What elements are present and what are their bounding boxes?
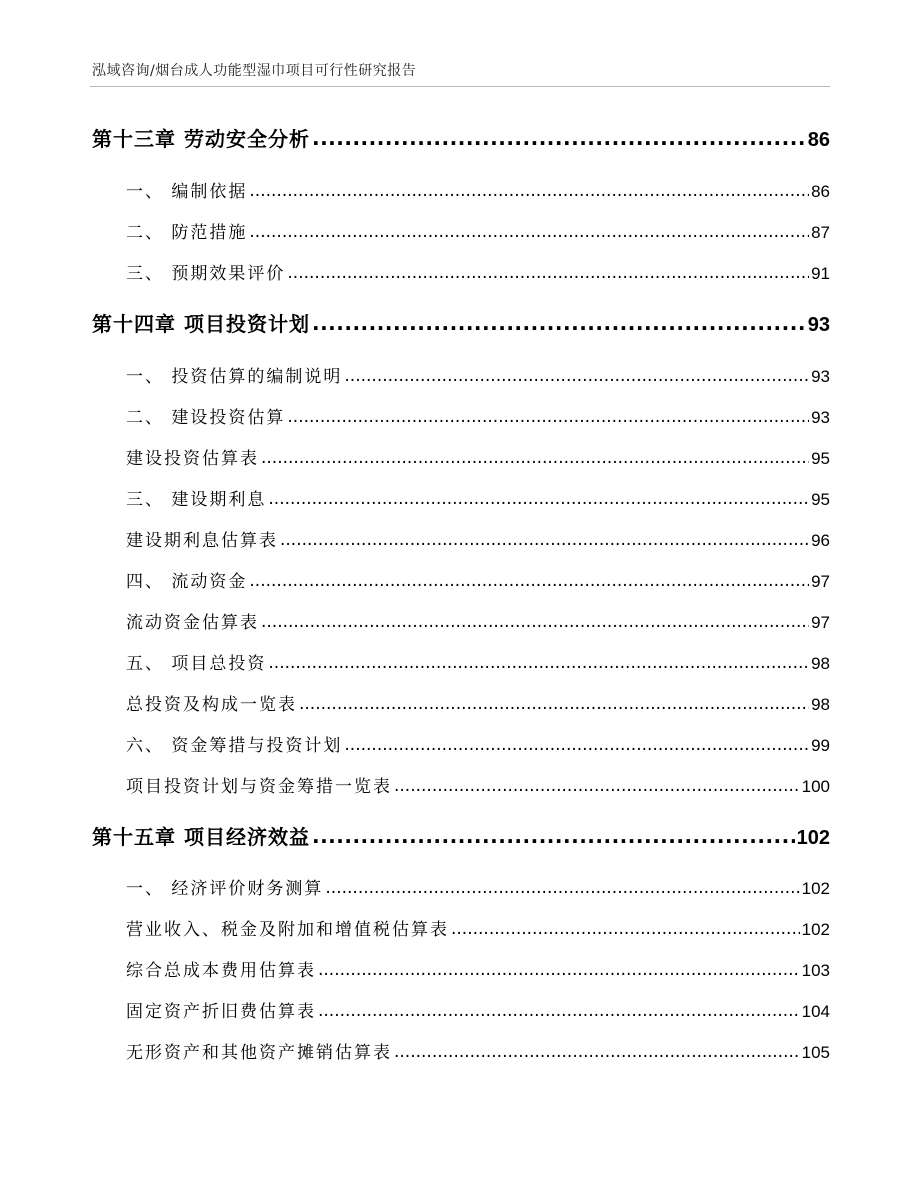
toc-dot-leader	[394, 776, 800, 796]
toc-page-number: 100	[801, 777, 830, 796]
toc-entry-label: 项目投资计划与资金筹措一览表	[126, 777, 392, 797]
toc-page-number: 103	[801, 961, 830, 980]
toc-page-number: 97	[811, 613, 830, 632]
toc-dot-leader	[312, 126, 806, 150]
toc-page-number: 95	[811, 490, 830, 509]
toc-page-number: 102	[801, 920, 830, 939]
toc-dot-leader	[451, 919, 800, 939]
toc-dot-leader	[249, 571, 809, 591]
toc-dot-leader	[287, 263, 809, 283]
toc-dot-leader	[268, 489, 809, 509]
toc-page-number: 96	[811, 531, 830, 550]
toc-entry-label: 综合总成本费用估算表	[126, 961, 316, 981]
toc-section-14-2[interactable]	[126, 403, 830, 428]
toc-dot-leader	[249, 181, 809, 201]
toc-page-number: 86	[811, 182, 830, 201]
toc-entry-label: 一、 投资估算的编制说明	[126, 367, 343, 387]
toc-chapter-13[interactable]	[92, 123, 830, 152]
toc-table-construction-investment[interactable]	[126, 444, 830, 469]
toc-dot-leader	[249, 222, 809, 242]
toc-entry-label: 流动资金估算表	[126, 613, 259, 633]
toc-dot-leader	[261, 448, 809, 468]
toc-dot-leader	[261, 612, 809, 632]
toc-entry-label: 建设期利息估算表	[126, 531, 278, 551]
toc-page-number: 93	[807, 314, 830, 336]
toc-chapter-15[interactable]	[92, 821, 830, 850]
toc-entry-label: 无形资产和其他资产摊销估算表	[126, 1043, 392, 1063]
toc-dot-leader	[287, 407, 809, 427]
toc-section-14-6[interactable]	[126, 731, 830, 756]
toc-entry-label: 四、 流动资金	[126, 572, 248, 592]
toc-section-14-4[interactable]	[126, 567, 830, 592]
toc-entry-label: 一、 经济评价财务测算	[126, 879, 324, 899]
toc-page-number: 105	[801, 1043, 830, 1062]
toc-chapter-14[interactable]	[92, 308, 830, 337]
toc-entry-label: 建设投资估算表	[126, 449, 259, 469]
toc-dot-leader	[318, 960, 800, 980]
toc-entry-label: 第十四章 项目投资计划	[92, 312, 310, 336]
toc-table-construction-interest[interactable]	[126, 526, 830, 551]
toc-entry-label: 一、 编制依据	[126, 182, 248, 202]
toc-page-number: 102	[801, 879, 830, 898]
toc-table-revenue-tax[interactable]	[126, 915, 830, 940]
toc-dot-leader	[344, 366, 809, 386]
toc-page-number: 102	[796, 827, 830, 849]
toc-entry-label: 固定资产折旧费估算表	[126, 1002, 316, 1022]
document-header: 泓域咨询/烟台成人功能型湿巾项目可行性研究报告	[92, 63, 417, 79]
toc-dot-leader	[344, 735, 809, 755]
toc-dot-leader	[318, 1001, 800, 1021]
toc-entry-label: 六、 资金筹措与投资计划	[126, 736, 343, 756]
toc-table-investment-plan[interactable]	[126, 772, 830, 797]
toc-section-15-1[interactable]	[126, 874, 830, 899]
toc-section-13-1[interactable]	[126, 177, 830, 202]
toc-entry-label: 总投资及构成一览表	[126, 695, 297, 715]
toc-section-13-2[interactable]	[126, 218, 830, 243]
toc-page-number: 95	[811, 449, 830, 468]
toc-dot-leader	[394, 1042, 800, 1062]
toc-dot-leader	[268, 653, 809, 673]
toc-entry-label: 五、 项目总投资	[126, 654, 267, 674]
toc-entry-label: 营业收入、税金及附加和增值税估算表	[126, 920, 449, 940]
toc-section-13-3[interactable]	[126, 259, 830, 284]
toc-dot-leader	[299, 694, 809, 714]
toc-section-14-3[interactable]	[126, 485, 830, 510]
toc-table-amortization[interactable]	[126, 1038, 830, 1063]
toc-page-number: 99	[811, 736, 830, 755]
toc-entry-label: 三、 建设期利息	[126, 490, 267, 510]
toc-entry-label: 第十三章 劳动安全分析	[92, 127, 310, 151]
toc-section-14-5[interactable]	[126, 649, 830, 674]
toc-page-number: 87	[811, 223, 830, 242]
toc-table-depreciation[interactable]	[126, 997, 830, 1022]
toc-table-total-investment[interactable]	[126, 690, 830, 715]
toc-entry-label: 第十五章 项目经济效益	[92, 825, 310, 849]
toc-dot-leader	[312, 824, 795, 848]
toc-entry-label: 二、 建设投资估算	[126, 408, 286, 428]
toc-entry-label: 三、 预期效果评价	[126, 264, 286, 284]
toc-entry-label: 二、 防范措施	[126, 223, 248, 243]
toc-section-14-1[interactable]	[126, 362, 830, 387]
toc-page-number: 97	[811, 572, 830, 591]
toc-page-number: 86	[807, 129, 830, 151]
toc-dot-leader	[280, 530, 809, 550]
toc-table-total-cost[interactable]	[126, 956, 830, 981]
toc-page-number: 93	[811, 367, 830, 386]
toc-page-number: 104	[801, 1002, 830, 1021]
toc-page-number: 93	[811, 408, 830, 427]
toc-page-number: 91	[811, 264, 830, 283]
toc-page-number: 98	[811, 695, 830, 714]
header-rule	[90, 86, 830, 87]
toc-page-number: 98	[811, 654, 830, 673]
toc-dot-leader	[312, 311, 806, 335]
toc-table-working-capital[interactable]	[126, 608, 830, 633]
toc-dot-leader	[325, 878, 799, 898]
